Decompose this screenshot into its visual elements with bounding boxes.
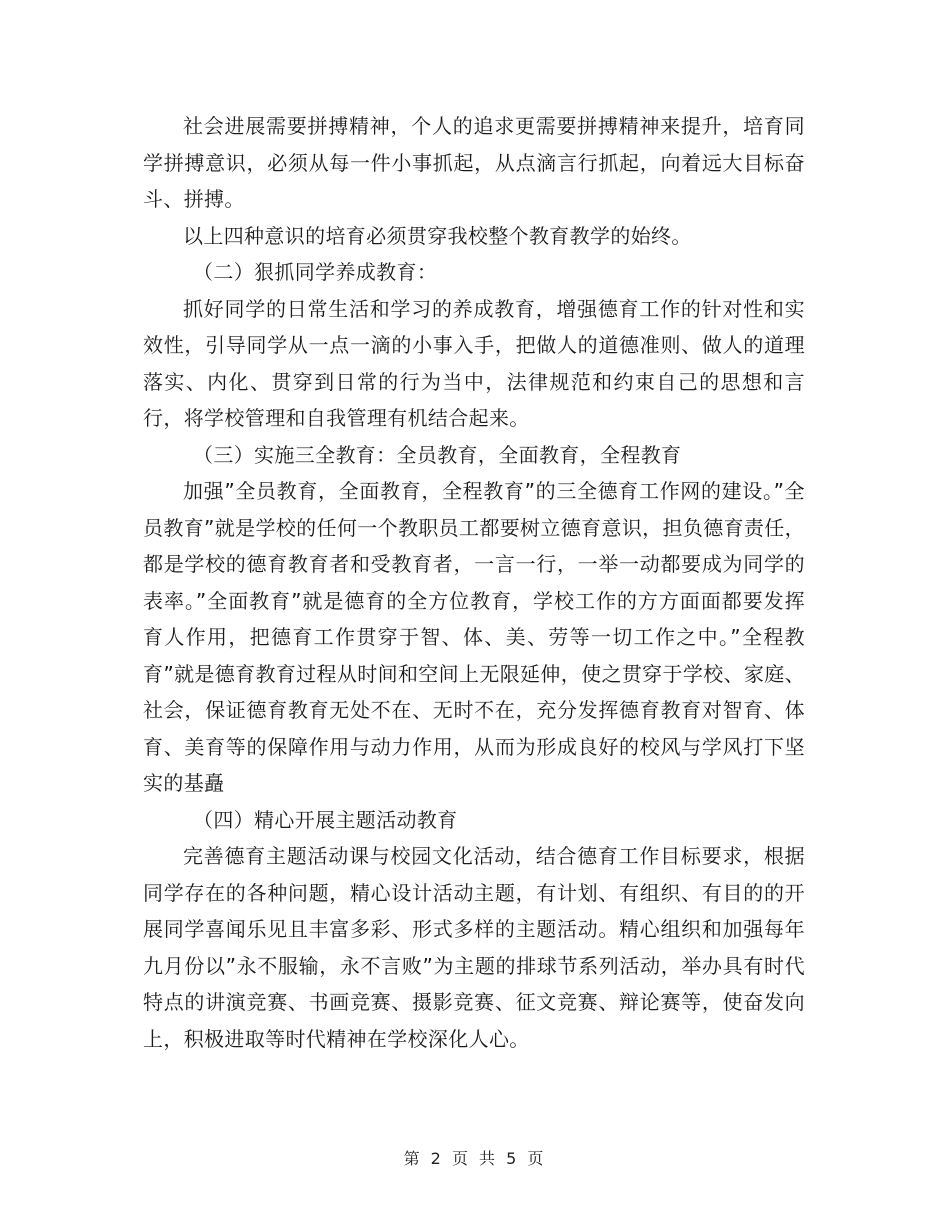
paragraph-spirit: 社会进展需要拼搏精神，个人的追求更需要拼搏精神来提升，培育同学拼搏意识，必须从每一件小事抓起，从点滴言行抓起，向着远大目标奋斗、拼搏。 — [143, 114, 805, 211]
heading-section-3: （三）实施三全教育：全员教育，全面教育，全程教育 — [193, 442, 682, 467]
heading-section-4: （四）精心开展主题活动教育 — [193, 807, 458, 832]
paragraph-four-awareness: 以上四种意识的培育必须贯穿我校整个教育教学的始终。 — [183, 223, 692, 248]
paragraph-theme-activities: 完善德育主题活动课与校园文化活动，结合德育工作目标要求，根据同学存在的各种问题，精心设计活动主题，有计划、有组织、有目的的开展同学喜闻乐见且丰富多彩、形式多样的主题活动。精心组织和加强每年九月份以”永不服输，永不言败”为主题的排球节系列活动，举办具有时代特点的讲演竞赛、书画竞赛、摄影竞赛、征文竞赛、辩论赛等，使奋发向上，积极进取等时代精神在学校深化人心。 — [143, 844, 805, 1051]
paragraph-habit-education: 抓好同学的日常生活和学习的养成教育，增强德育工作的针对性和实效性，引导同学从一点一滴的小事入手，把做人的道德准则、做人的道理落实、内化、贯穿到日常的行为当中，法律规范和约束自己的思想和言行，将学校管理和自我管理有机结合起来。 — [143, 296, 805, 430]
paragraph-three-full-education: 加强”全员教育，全面教育，全程教育”的三全德育工作网的建设。”全员教育”就是学校的任何一个教职员工都要树立德育意识，担负德育责任，都是学校的德育教育者和受教育者，一言一行，一举一动都要成为同学的表率。”全面教育”就是德育的全方位教育，学校工作的方方面面都要发挥育人作用，把德育工作贯穿于智、体、美、劳等一切工作之中。”全程教育”就是德育教育过程从时间和空间上无限延伸，使之贯穿于学校、家庭、社会，保证德育教育无处不在、无时不在，充分发挥德育教育对智育、体育、美育等的保障作用与动力作用，从而为形成良好的校风与学风打下坚实的基矗 — [143, 479, 805, 795]
heading-section-2: （二）狠抓同学养成教育： — [193, 260, 438, 284]
document-page — [143, 108, 805, 1057]
page-number-footer: 第 2 页 共 5 页 — [403, 1149, 547, 1168]
